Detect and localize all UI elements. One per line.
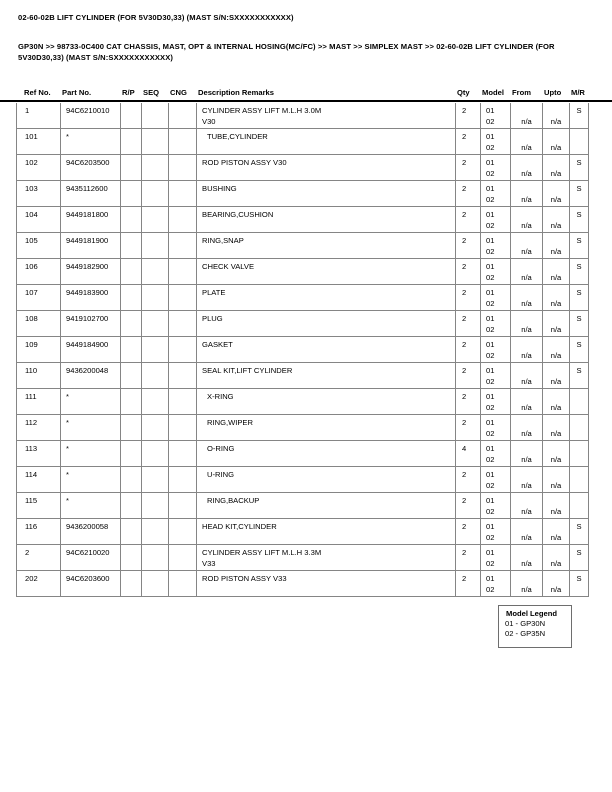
cell-ref-no: 104 (17, 207, 61, 232)
cell-qty: 2 (456, 415, 481, 440)
cell-mr: S (570, 519, 589, 544)
cell-mr: S (570, 207, 589, 232)
cell-upto: n/a (543, 207, 570, 232)
cell-cng (169, 363, 197, 388)
header-mr: M/R (571, 88, 585, 97)
cell-cng (169, 103, 197, 128)
cell-qty: 2 (456, 103, 481, 128)
cell-model: 01 02 (481, 129, 511, 154)
cell-mr: S (570, 337, 589, 362)
cell-from: n/a (511, 545, 543, 570)
cell-ref-no: 103 (17, 181, 61, 206)
cell-mr: S (570, 259, 589, 284)
cell-description: BEARING,CUSHION (197, 207, 456, 232)
cell-from: n/a (511, 415, 543, 440)
cell-description: ROD PISTON ASSY V30 (197, 155, 456, 180)
cell-seq (142, 129, 169, 154)
cell-from: n/a (511, 259, 543, 284)
cell-description: U-RING (197, 467, 456, 492)
table-row (17, 311, 589, 337)
cell-seq (142, 181, 169, 206)
cell-qty: 2 (456, 519, 481, 544)
cell-rp (121, 519, 142, 544)
cell-mr: S (570, 155, 589, 180)
table-row (17, 493, 589, 519)
cell-part-no: 9449181900 (61, 233, 121, 258)
cell-rp (121, 571, 142, 596)
cell-model: 01 02 (481, 467, 511, 492)
cell-part-no: 94C6210010 (61, 103, 121, 128)
cell-description: CYLINDER ASSY LIFT M.L.H 3.0M V30 (197, 103, 456, 128)
cell-model: 01 02 (481, 207, 511, 232)
cell-model: 01 02 (481, 285, 511, 310)
cell-model: 01 02 (481, 571, 511, 596)
cell-upto: n/a (543, 155, 570, 180)
cell-ref-no: 112 (17, 415, 61, 440)
cell-mr: S (570, 103, 589, 128)
cell-ref-no: 116 (17, 519, 61, 544)
cell-qty: 2 (456, 233, 481, 258)
table-row (17, 233, 589, 259)
header-part-no: Part No. (62, 88, 92, 97)
cell-part-no: 9449181800 (61, 207, 121, 232)
cell-cng (169, 155, 197, 180)
cell-description: CYLINDER ASSY LIFT M.L.H 3.3M V33 (197, 545, 456, 570)
legend-item-01: 01 - GP30N (505, 619, 546, 628)
header-model: Model (482, 88, 504, 97)
cell-ref-no: 106 (17, 259, 61, 284)
cell-part-no: 9449184900 (61, 337, 121, 362)
cell-from: n/a (511, 129, 543, 154)
cell-rp (121, 259, 142, 284)
cell-rp (121, 363, 142, 388)
table-row (17, 155, 589, 181)
cell-rp (121, 181, 142, 206)
cell-ref-no: 102 (17, 155, 61, 180)
table-row (17, 415, 589, 441)
cell-ref-no: 2 (17, 545, 61, 570)
cell-part-no: 94C6203500 (61, 155, 121, 180)
cell-upto: n/a (543, 571, 570, 596)
cell-from: n/a (511, 519, 543, 544)
cell-rp (121, 545, 142, 570)
cell-seq (142, 493, 169, 518)
cell-ref-no: 111 (17, 389, 61, 414)
table-row (17, 389, 589, 415)
table-header-row (16, 88, 588, 100)
cell-description: SEAL KIT,LIFT CYLINDER (197, 363, 456, 388)
table-row (17, 337, 589, 363)
cell-model: 01 02 (481, 545, 511, 570)
cell-upto: n/a (543, 259, 570, 284)
cell-model: 01 02 (481, 233, 511, 258)
cell-ref-no: 105 (17, 233, 61, 258)
cell-upto: n/a (543, 363, 570, 388)
cell-seq (142, 103, 169, 128)
header-rp: R/P (122, 88, 135, 97)
cell-model: 01 02 (481, 519, 511, 544)
cell-mr (570, 389, 589, 414)
table-row (17, 545, 589, 571)
cell-upto: n/a (543, 129, 570, 154)
cell-cng (169, 207, 197, 232)
cell-model: 01 02 (481, 259, 511, 284)
cell-ref-no: 202 (17, 571, 61, 596)
cell-cng (169, 233, 197, 258)
table-row (17, 363, 589, 389)
cell-model: 01 02 (481, 155, 511, 180)
cell-upto: n/a (543, 233, 570, 258)
cell-description: PLUG (197, 311, 456, 336)
cell-mr: S (570, 571, 589, 596)
cell-cng (169, 415, 197, 440)
cell-rp (121, 389, 142, 414)
cell-part-no: 94C6210020 (61, 545, 121, 570)
cell-model: 01 02 (481, 103, 511, 128)
cell-seq (142, 285, 169, 310)
cell-upto: n/a (543, 181, 570, 206)
cell-upto: n/a (543, 103, 570, 128)
header-upto: Upto (544, 88, 562, 97)
cell-cng (169, 519, 197, 544)
cell-upto: n/a (543, 545, 570, 570)
cell-qty: 2 (456, 311, 481, 336)
cell-qty: 2 (456, 571, 481, 596)
cell-qty: 2 (456, 259, 481, 284)
model-legend-title: Model Legend (506, 609, 558, 618)
table-row (17, 259, 589, 285)
cell-rp (121, 311, 142, 336)
cell-rp (121, 233, 142, 258)
cell-description: ROD PISTON ASSY V33 (197, 571, 456, 596)
cell-from: n/a (511, 285, 543, 310)
cell-part-no: * (61, 129, 121, 154)
cell-cng (169, 285, 197, 310)
cell-ref-no: 114 (17, 467, 61, 492)
cell-mr: S (570, 363, 589, 388)
cell-description: X-RING (197, 389, 456, 414)
cell-seq (142, 155, 169, 180)
cell-upto: n/a (543, 337, 570, 362)
cell-from: n/a (511, 155, 543, 180)
cell-qty: 2 (456, 181, 481, 206)
header-qty: Qty (457, 88, 470, 97)
cell-description: CHECK VALVE (197, 259, 456, 284)
cell-seq (142, 337, 169, 362)
cell-ref-no: 108 (17, 311, 61, 336)
page-title: 02-60-02B LIFT CYLINDER (FOR 5V30D30,33) (MAST S/N:SXXXXXXXXXXX) (18, 13, 294, 22)
table-row (17, 207, 589, 233)
cell-model: 01 02 (481, 181, 511, 206)
cell-cng (169, 311, 197, 336)
cell-rp (121, 207, 142, 232)
cell-part-no: 9435112600 (61, 181, 121, 206)
cell-cng (169, 389, 197, 414)
cell-seq (142, 363, 169, 388)
legend-item-02: 02 - GP35N (505, 629, 546, 639)
cell-upto: n/a (543, 285, 570, 310)
cell-rp (121, 337, 142, 362)
table-row (17, 467, 589, 493)
cell-part-no: * (61, 389, 121, 414)
cell-from: n/a (511, 311, 543, 336)
cell-rp (121, 415, 142, 440)
cell-qty: 2 (456, 467, 481, 492)
cell-upto: n/a (543, 441, 570, 466)
cell-description: RING,BACKUP (197, 493, 456, 518)
cell-cng (169, 181, 197, 206)
cell-from: n/a (511, 181, 543, 206)
cell-part-no: 9419102700 (61, 311, 121, 336)
cell-description: O-RING (197, 441, 456, 466)
cell-cng (169, 571, 197, 596)
cell-qty: 2 (456, 337, 481, 362)
cell-from: n/a (511, 467, 543, 492)
cell-mr (570, 493, 589, 518)
cell-qty: 2 (456, 207, 481, 232)
cell-cng (169, 259, 197, 284)
cell-mr: S (570, 311, 589, 336)
cell-model: 01 02 (481, 389, 511, 414)
cell-upto: n/a (543, 519, 570, 544)
cell-part-no: 94C6203600 (61, 571, 121, 596)
cell-qty: 2 (456, 389, 481, 414)
cell-upto: n/a (543, 467, 570, 492)
model-legend (498, 605, 572, 648)
header-ref-no: Ref No. (24, 88, 51, 97)
cell-part-no: * (61, 441, 121, 466)
cell-part-no: 9449182900 (61, 259, 121, 284)
cell-ref-no: 107 (17, 285, 61, 310)
cell-from: n/a (511, 363, 543, 388)
cell-part-no: 9449183900 (61, 285, 121, 310)
cell-qty: 2 (456, 493, 481, 518)
cell-mr: S (570, 545, 589, 570)
cell-cng (169, 129, 197, 154)
table-row (17, 103, 589, 129)
cell-qty: 2 (456, 285, 481, 310)
table-row (17, 129, 589, 155)
cell-description: PLATE (197, 285, 456, 310)
cell-ref-no: 109 (17, 337, 61, 362)
cell-model: 01 02 (481, 363, 511, 388)
cell-from: n/a (511, 389, 543, 414)
header-seq: SEQ (143, 88, 160, 97)
cell-description: HEAD KIT,CYLINDER (197, 519, 456, 544)
cell-ref-no: 113 (17, 441, 61, 466)
cell-qty: 2 (456, 363, 481, 388)
cell-qty: 2 (456, 129, 481, 154)
cell-mr (570, 467, 589, 492)
cell-from: n/a (511, 337, 543, 362)
cell-model: 01 02 (481, 311, 511, 336)
cell-from: n/a (511, 441, 543, 466)
table-row (17, 441, 589, 467)
cell-qty: 2 (456, 545, 481, 570)
cell-model: 01 02 (481, 415, 511, 440)
cell-model: 01 02 (481, 337, 511, 362)
table-row (17, 519, 589, 545)
cell-from: n/a (511, 103, 543, 128)
cell-cng (169, 337, 197, 362)
cell-description: GASKET (197, 337, 456, 362)
cell-seq (142, 207, 169, 232)
cell-seq (142, 389, 169, 414)
cell-mr (570, 441, 589, 466)
cell-rp (121, 103, 142, 128)
cell-seq (142, 545, 169, 570)
cell-upto: n/a (543, 493, 570, 518)
cell-upto: n/a (543, 389, 570, 414)
cell-mr: S (570, 285, 589, 310)
cell-part-no: 9436200058 (61, 519, 121, 544)
cell-rp (121, 493, 142, 518)
cell-rp (121, 129, 142, 154)
breadcrumb: GP30N >> 98733-0C400 CAT CHASSIS, MAST, OPT & INTERNAL HOSING(MC/FC) >> MAST >> SIMPLEX MAST >> 02-60-02B LIFT CYLINDER (FOR 5V30D30,33) (MAST S/N:SXXXXXXXXXXX) (18, 42, 555, 62)
cell-model: 01 02 (481, 493, 511, 518)
cell-seq (142, 441, 169, 466)
cell-seq (142, 233, 169, 258)
cell-qty: 4 (456, 441, 481, 466)
cell-part-no: 9436200048 (61, 363, 121, 388)
cell-description: TUBE,CYLINDER (197, 129, 456, 154)
cell-ref-no: 1 (17, 103, 61, 128)
cell-cng (169, 545, 197, 570)
cell-ref-no: 101 (17, 129, 61, 154)
table-row (17, 285, 589, 311)
table-row (17, 571, 589, 597)
parts-table (16, 103, 589, 597)
cell-seq (142, 571, 169, 596)
header-description: Description Remarks (198, 88, 274, 97)
cell-part-no: * (61, 415, 121, 440)
cell-seq (142, 519, 169, 544)
cell-cng (169, 493, 197, 518)
cell-from: n/a (511, 233, 543, 258)
cell-ref-no: 110 (17, 363, 61, 388)
cell-mr (570, 415, 589, 440)
cell-rp (121, 441, 142, 466)
cell-seq (142, 415, 169, 440)
cell-ref-no: 115 (17, 493, 61, 518)
cell-qty: 2 (456, 155, 481, 180)
cell-mr: S (570, 181, 589, 206)
cell-mr (570, 129, 589, 154)
cell-part-no: * (61, 493, 121, 518)
cell-part-no: * (61, 467, 121, 492)
cell-description: RING,WIPER (197, 415, 456, 440)
header-from: From (512, 88, 531, 97)
cell-rp (121, 155, 142, 180)
cell-cng (169, 467, 197, 492)
cell-upto: n/a (543, 311, 570, 336)
cell-seq (142, 259, 169, 284)
cell-model: 01 02 (481, 441, 511, 466)
cell-seq (142, 467, 169, 492)
cell-from: n/a (511, 571, 543, 596)
cell-cng (169, 441, 197, 466)
cell-rp (121, 285, 142, 310)
cell-seq (142, 311, 169, 336)
cell-rp (121, 467, 142, 492)
cell-description: RING,SNAP (197, 233, 456, 258)
cell-from: n/a (511, 207, 543, 232)
cell-upto: n/a (543, 415, 570, 440)
cell-mr: S (570, 233, 589, 258)
header-cng: CNG (170, 88, 187, 97)
cell-description: BUSHING (197, 181, 456, 206)
table-row (17, 181, 589, 207)
cell-from: n/a (511, 493, 543, 518)
